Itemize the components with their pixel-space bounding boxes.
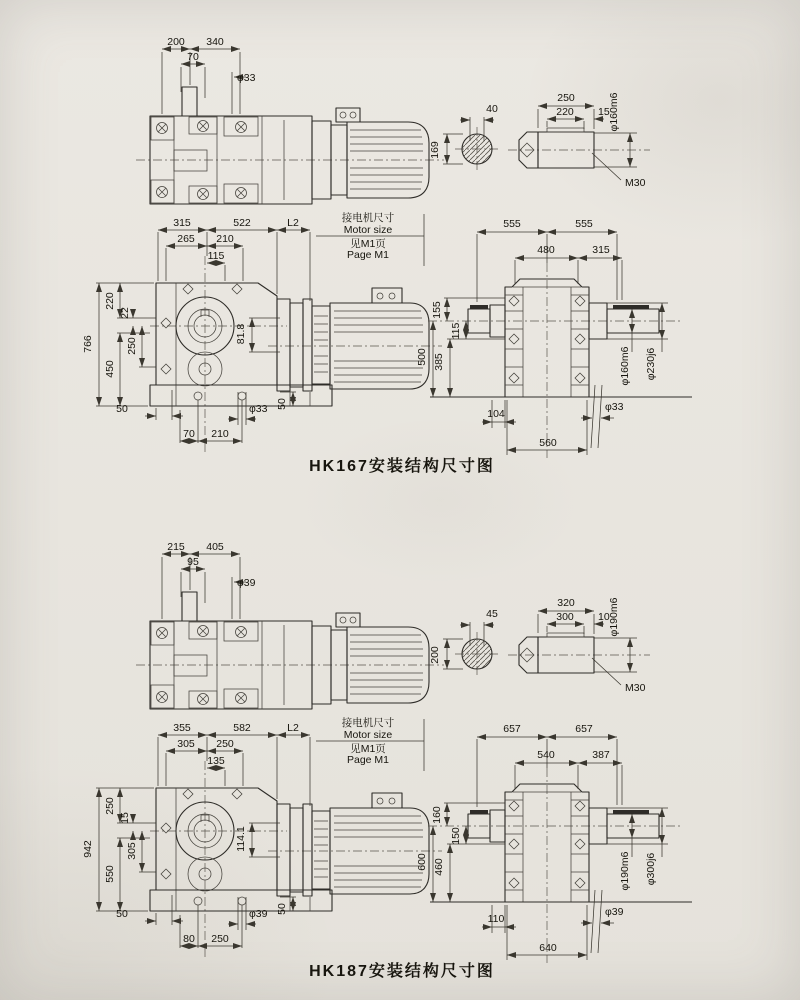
hk187-front-top2: 582 [233,722,251,734]
hk167-output-half-l: 555 [503,218,521,230]
hk167-output-hole-dia: φ33 [605,401,624,413]
hk167-motor-note-en1: Motor size [343,224,393,236]
hk187-front-v3: 305 [126,842,138,860]
hk187-front-base-left: 50 [116,908,128,920]
hk167-front-mid3: 115 [207,250,225,262]
hk187-output-flange-w: 540 [537,749,555,761]
hk187-front-foot2: 250 [211,933,229,945]
hk167-output-view-geometry [428,232,692,458]
hk187-side-shaft-offset: 95 [187,556,199,568]
hk167-front-top2: 522 [233,217,251,229]
hk167-output-half-r: 555 [575,218,593,230]
hk167-front-foot1: 70 [183,428,195,440]
hk167-output-shaft-dia: φ160m6 [619,346,631,386]
hk187-output-v4: 600 [416,853,428,871]
hk167-motor-note-en2: Page M1 [346,249,390,261]
hk167-output-foot-span: 560 [539,437,557,449]
hk167-front-v3: 250 [126,337,138,355]
hk167-front-v1: 220 [104,292,116,310]
hk187-output-half-r: 657 [575,723,593,735]
hk167-shaft-len-key: 220 [556,106,574,118]
hk187-output-view-geometry [428,737,692,963]
hk167-front-v4: 450 [104,360,116,378]
hk187-section [82,541,692,980]
hk167-front-top1: 315 [173,217,191,229]
hk167-front-mid2: 210 [216,233,234,245]
hk167-section [82,36,692,475]
hk167-shaft-tap: M30 [625,177,646,189]
hk187-output-v3: 150 [450,827,462,845]
hk187-front-foot1: 80 [183,933,195,945]
hk187-output-shaft-dia: φ190m6 [619,851,631,891]
hk167-front-height: 766 [82,335,94,353]
hk167-side-view-geometry [136,49,444,204]
hk187-side-hole-dia: φ39 [237,577,256,589]
hk187-front-top3: L2 [287,722,299,734]
hk187-front-foot-hole: φ39 [249,908,268,920]
hk167-caption: HK167安装结构尺寸图 [309,458,495,475]
hk187-output-half-l: 657 [503,723,521,735]
hk167-output-spigot-dia: φ230j6 [645,347,657,381]
hk167-output-v4: 500 [416,348,428,366]
hk167-side-w-left: 200 [167,36,185,48]
hk167-front-mid1: 265 [177,233,195,245]
hk167-output-v2: 385 [433,353,445,371]
hk187-front-mid3: 135 [207,755,225,767]
hk187-output-v2: 460 [433,858,445,876]
hk167-front-foot-h: 50 [276,398,288,410]
hk167-shaft-len-total: 250 [557,92,575,104]
hk187-output-v1: 160 [431,806,443,824]
hk187-output-foot-x: 110 [487,913,505,925]
hk167-shaft-dia: φ160m6 [608,92,620,132]
hk187-output-side-w: 387 [592,749,610,761]
hk187-output-hole-dia: φ39 [605,906,624,918]
hk187-front-inner: 114.1 [235,826,247,852]
hk187-shaft-len-total: 320 [557,597,575,609]
hk187-shaft-key-width: 45 [486,608,498,620]
hk187-front-mid1: 305 [177,738,195,750]
hk167-front-inner: 81.8 [235,323,247,345]
hk167-motor-note-cn2: 见M1页 [350,238,386,250]
hk187-motor-note-cn2: 见M1页 [350,743,386,755]
hk187-output-foot-span: 640 [539,942,557,954]
hk187-motor-note-en1: Motor size [343,729,393,741]
hk187-side-w-left: 215 [167,541,185,553]
hk187-side-w-right: 405 [206,541,224,553]
hk187-front-height: 942 [82,840,94,858]
hk167-front-v2: 22 [119,307,131,319]
hk187-shaft-section-height: 200 [429,646,441,664]
hk167-motor-note-cn1: 接电机尺寸 [341,212,395,224]
hk167-side-w-right: 340 [206,36,224,48]
hk167-shaft-len-end: 15 [598,106,610,118]
hk187-shaft-len-key: 300 [556,611,574,623]
hk167-front-view-geometry [96,214,442,452]
hk167-shaft-section-height: 169 [429,141,441,159]
hk167-front-foot-hole: φ33 [249,403,268,415]
hk187-shaft-tap: M30 [625,682,646,694]
hk187-side-view-geometry [136,554,444,709]
hk187-front-top1: 355 [173,722,191,734]
hk187-shaft-dia: φ190m6 [608,597,620,637]
hk187-shaft-len-end: 10 [598,611,610,623]
hk187-front-view-geometry [96,719,442,957]
hk167-front-base-left: 50 [116,403,128,415]
hk167-output-v3: 115 [450,322,462,340]
hk187-front-v1: 250 [104,797,116,815]
hk167-output-flange-w: 480 [537,244,555,256]
hk167-shaft-key-width: 40 [486,103,498,115]
hk187-motor-note-cn1: 接电机尺寸 [341,717,395,729]
hk187-front-v4: 550 [104,865,116,883]
hk187-front-mid2: 250 [216,738,234,750]
hk187-front-v2: 15 [119,812,131,824]
hk167-side-hole-dia: φ33 [237,72,256,84]
hk187-front-foot-h: 50 [276,903,288,915]
hk167-side-shaft-offset: 70 [187,51,199,63]
hk187-caption: HK187安装结构尺寸图 [309,963,495,980]
hk167-front-foot2: 210 [211,428,229,440]
hk167-output-v1: 155 [431,301,443,319]
hk167-output-side-w: 315 [592,244,610,256]
hk167-front-top3: L2 [287,217,299,229]
hk167-output-foot-x: 104 [487,408,505,420]
hk187-motor-note-en2: Page M1 [346,754,390,766]
hk187-output-spigot-dia: φ300j6 [645,852,657,886]
